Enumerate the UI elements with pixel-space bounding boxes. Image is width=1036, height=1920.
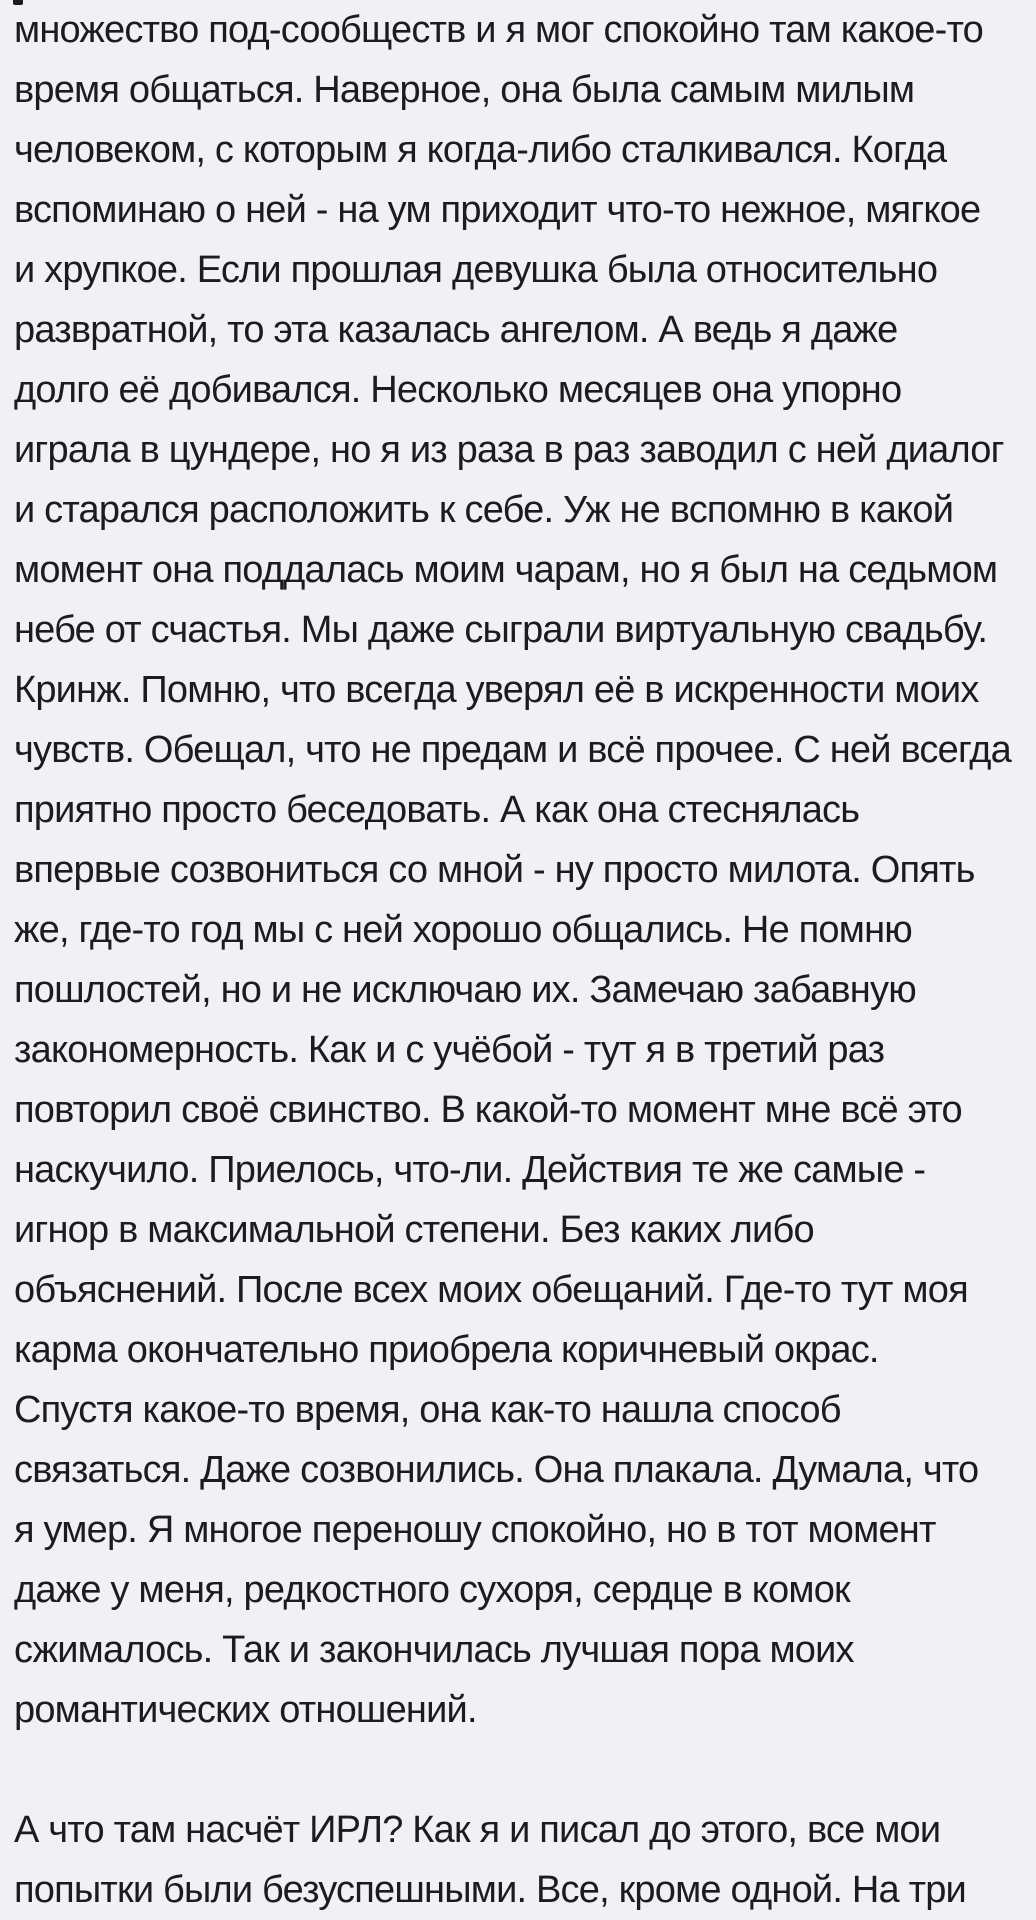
text-line: Спустя какое-то время, она как-то нашла способ bbox=[14, 1389, 841, 1431]
text-line: объяснений. После всех моих обещаний. Где-то тут моя bbox=[14, 1269, 968, 1311]
text-line: сжималось. Так и закончилась лучшая пора моих bbox=[14, 1629, 854, 1671]
text-line: человеком, с которым я когда-либо сталкивался. Когда bbox=[14, 129, 947, 171]
text-line: впервые созвониться со мной - ну просто милота. Опять bbox=[14, 849, 975, 891]
paragraph bbox=[14, 1800, 1018, 1920]
text-line: я умер. Я многое переношу спокойно, но в тот момент bbox=[14, 1509, 936, 1551]
text-line: вспоминаю о ней - на ум приходит что-то нежное, мягкое bbox=[14, 189, 981, 231]
text-line: пошлостей, но и не исключаю их. Замечаю забавную bbox=[14, 969, 916, 1011]
text-line: множество под-сообществ и я мог спокойно там какое-то bbox=[14, 9, 983, 51]
text-line: и старался расположить к себе. Уж не вспомню в какой bbox=[14, 489, 954, 531]
text-line: играла в цундере, но я из раза в раз заводил с ней диалог bbox=[14, 429, 1004, 471]
text-line: повторил своё свинство. В какой-то момент мне всё это bbox=[14, 1089, 962, 1131]
text-line: долго её добивался. Несколько месяцев она упорно bbox=[14, 369, 902, 411]
text-line: попытки были безуспешными. Все, кроме одной. На три bbox=[14, 1869, 966, 1911]
text-line: закономерность. Как и с учёбой - тут я в третий раз bbox=[14, 1029, 885, 1071]
text-line: романтических отношений. bbox=[14, 1689, 477, 1731]
text-line: же, где-то год мы с ней хорошо общались. Не помню bbox=[14, 909, 912, 951]
text-line: А что там насчёт ИРЛ? Как я и писал до этого, все мои bbox=[14, 1809, 941, 1851]
text-line: развратной, то эта казалась ангелом. А ведь я даже bbox=[14, 309, 898, 351]
text-line: приятно просто беседовать. А как она стеснялась bbox=[14, 789, 860, 831]
text-line: небе от счастья. Мы даже сыграли виртуальную свадьбу. bbox=[14, 609, 988, 651]
text-line: даже у меня, редкостного сухоря, сердце в комок bbox=[14, 1569, 850, 1611]
text-line: и хрупкое. Если прошлая девушка была относительно bbox=[14, 249, 938, 291]
text-line: связаться. Даже созвонились. Она плакала. Думала, что bbox=[14, 1449, 979, 1491]
text-line: Кринж. Помню, что всегда уверял её в искренности моих bbox=[14, 669, 979, 711]
text-line: наскучило. Приелось, что-ли. Действия те же самые - bbox=[14, 1149, 926, 1191]
text-line: карма окончательно приобрела коричневый окрас. bbox=[14, 1329, 879, 1371]
text-line: игнор в максимальной степени. Без каких либо bbox=[14, 1209, 814, 1251]
text-line: момент она поддалась моим чарам, но я был на седьмом bbox=[14, 549, 998, 591]
paragraph bbox=[14, 0, 1018, 1740]
text-line: время общаться. Наверное, она была самым милым bbox=[14, 69, 915, 111]
text-line: чувств. Обещал, что не предам и всё прочее. С ней всегда bbox=[14, 729, 1012, 771]
